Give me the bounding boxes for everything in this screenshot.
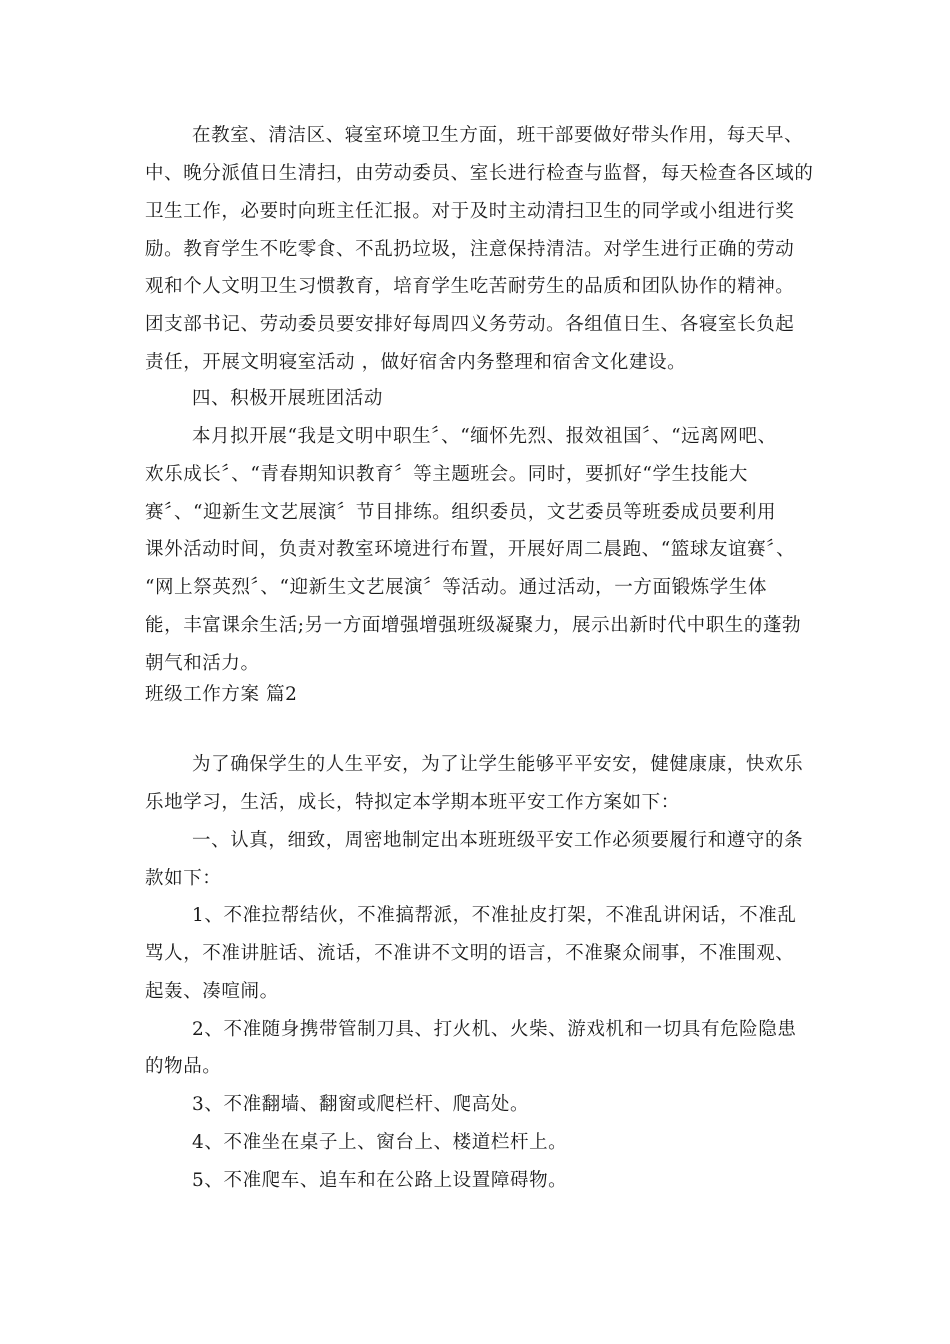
rule-line: 2、不准随身携带管制刀具、打火机、火柴、游戏机和一切具有危险隐患 (192, 1019, 797, 1040)
paragraph-line: 欢乐成长〞、“青春期知识教育〞等主题班会。同时，要抓好“学生技能大 (145, 464, 748, 485)
section-heading: 四、积极开展班团活动 (192, 388, 384, 409)
paragraph-line: 在教室、清洁区、寝室环境卫生方面，班干部要做好带头作用，每天早、 (192, 125, 804, 146)
paragraph-line: “网上祭英烈〞、“迎新生文艺展演〞等活动。通过活动，一方面锻炼学生体 (145, 577, 768, 598)
paragraph-line: 能，丰富课余生活;另一方面增强增强班级凝聚力，展示出新时代中职生的蓬勃 (145, 615, 802, 636)
paragraph-line: 朝气和活力。 (145, 653, 260, 674)
paragraph-line: 励。教育学生不吃零食、不乱扔垃圾，注意保持清洁。对学生进行正确的劳动 (145, 239, 795, 260)
rule-line: 1、不准拉帮结伙，不准搞帮派，不准扯皮打架，不准乱讲闲话，不准乱 (192, 905, 797, 926)
rule-line: 的物品。 (145, 1056, 222, 1077)
paragraph-line: 卫生工作，必要时向班主任汇报。对于及时主动清扫卫生的同学或小组进行奖 (145, 201, 795, 222)
rule-line: 骂人，不准讲脏话、流话，不准讲不文明的语言，不准聚众闹事，不准围观、 (145, 943, 795, 964)
rule-line: 5、不准爬车、追车和在公路上设置障碍物。 (192, 1170, 568, 1191)
paragraph-line: 赛〞、“迎新生文艺展演〞节目排练。组织委员，文艺委员等班委成员要利用 (145, 502, 777, 523)
paragraph-line: 一、认真，细致，周密地制定出本班班级平安工作必须要履行和遵守的条 (192, 830, 804, 851)
paragraph-line: 观和个人文明卫生习惯教育，培育学生吃苦耐劳生的品质和团队协作的精神。 (145, 276, 795, 297)
paragraph-line: 责任，开展文明寝室活动 ，做好宿舍内务整理和宿舍文化建设。 (145, 352, 687, 373)
paragraph-line: 课外活动时间，负责对教室环境进行布置，开展好周二晨跑、“篮球友谊赛〞、 (145, 539, 796, 560)
rule-line: 4、不准坐在桌子上、窗台上、楼道栏杆上。 (192, 1132, 568, 1153)
paragraph-line: 本月拟开展“我是文明中职生〞、“缅怀先烈、报效祖国〞、“远离网吧、 (192, 426, 777, 447)
paragraph-line: 乐地学习，生活，成长，特拟定本学期本班平安工作方案如下： (145, 792, 680, 813)
paragraph-line: 中、晚分派值日生清扫，由劳动委员、室长进行检查与监督，每天检查各区域的 (145, 163, 814, 184)
rule-line: 起轰、凑喧闹。 (145, 981, 279, 1002)
paragraph-line: 款如下： (145, 868, 222, 889)
paragraph-line: 团支部书记、劳动委员要安排好每周四义务劳动。各组值日生、各寝室长负起 (145, 314, 795, 335)
rule-line: 3、不准翻墙、翻窗或爬栏杆、爬高处。 (192, 1094, 530, 1115)
document-title: 班级工作方案 篇2 (145, 684, 298, 705)
paragraph-line: 为了确保学生的人生平安，为了让学生能够平平安安，健健康康，快欢乐 (192, 754, 804, 775)
